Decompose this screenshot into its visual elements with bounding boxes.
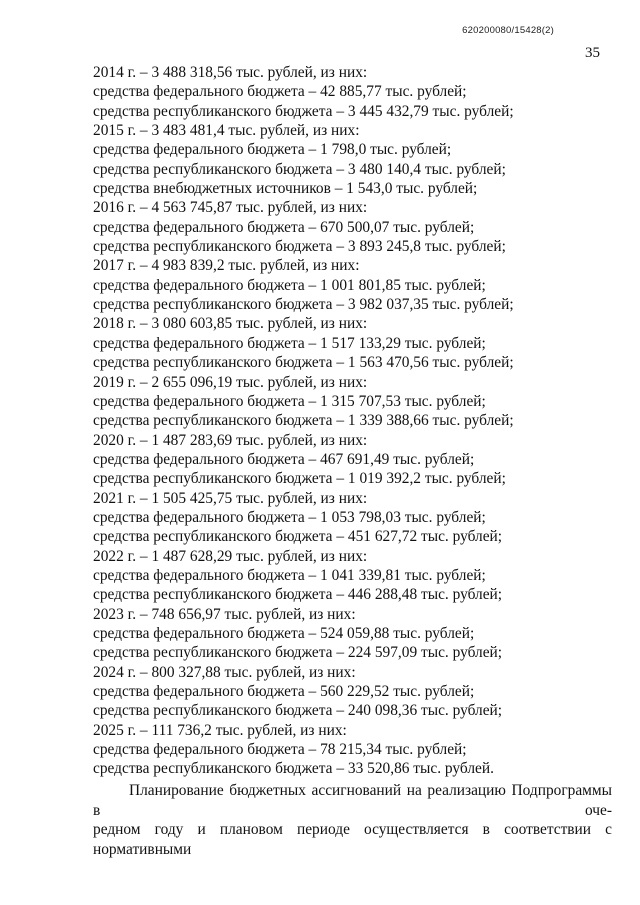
funding-line: средства федерального бюджета – 1 053 798,03 тыс. рублей; <box>93 508 486 526</box>
funding-line: 2020 г. – 1 487 283,69 тыс. рублей, из них: <box>93 431 368 449</box>
funding-line: средства федерального бюджета – 1 001 801,85 тыс. рублей; <box>93 276 486 294</box>
funding-line: 2016 г. – 4 563 745,87 тыс. рублей, из них: <box>93 199 368 217</box>
funding-line: 2015 г. – 3 483 481,4 тыс. рублей, из них: <box>93 122 360 140</box>
funding-line: 2024 г. – 800 327,88 тыс. рублей, из них: <box>93 663 356 681</box>
funding-line: 2014 г. – 3 488 318,56 тыс. рублей, из них: <box>93 64 368 81</box>
funding-line: 2023 г. – 748 656,97 тыс. рублей, из них: <box>93 605 356 623</box>
funding-line: средства республиканского бюджета – 3 445 432,79 тыс. рублей; <box>93 102 514 120</box>
funding-line: средства республиканского бюджета – 446 288,48 тыс. рублей; <box>93 586 503 604</box>
funding-line: 2019 г. – 2 655 096,19 тыс. рублей, из них: <box>93 373 368 391</box>
funding-list <box>93 63 600 779</box>
funding-line: средства республиканского бюджета – 3 480 140,4 тыс. рублей; <box>93 160 506 178</box>
funding-line: средства республиканского бюджета – 33 520,86 тыс. рублей. <box>93 760 494 778</box>
document-code: 620200080/15428(2) <box>462 25 554 36</box>
funding-line: средства республиканского бюджета – 1 339 388,66 тыс. рублей; <box>93 412 514 430</box>
funding-line: средства федерального бюджета – 42 885,77 тыс. рублей; <box>93 83 467 101</box>
funding-line: средства федерального бюджета – 467 691,49 тыс. рублей; <box>93 450 475 468</box>
funding-line: средства республиканского бюджета – 3 982 037,35 тыс. рублей; <box>93 296 514 314</box>
funding-line: средства республиканского бюджета – 1 563 470,56 тыс. рублей; <box>93 354 514 372</box>
funding-line: средства федерального бюджета – 524 059,88 тыс. рублей; <box>93 624 475 642</box>
funding-line: средства федерального бюджета – 1 041 339,81 тыс. рублей; <box>93 566 486 584</box>
funding-line: средства федерального бюджета – 1 798,0 тыс. рублей; <box>93 141 452 159</box>
funding-line: средства республиканского бюджета – 224 597,09 тыс. рублей; <box>93 644 503 662</box>
funding-line: средства республиканского бюджета – 451 627,72 тыс. рублей; <box>93 528 503 546</box>
funding-line: 2017 г. – 4 983 839,2 тыс. рублей, из них: <box>93 257 360 275</box>
funding-line: средства республиканского бюджета – 1 019 392,2 тыс. рублей; <box>93 470 506 488</box>
funding-line: 2021 г. – 1 505 425,75 тыс. рублей, из них: <box>93 489 368 507</box>
page-number: 35 <box>585 45 600 61</box>
body-paragraph <box>93 781 612 859</box>
funding-line: средства федерального бюджета – 78 215,34 тыс. рублей; <box>93 741 467 759</box>
paragraph-line: редном году и плановом периоде осуществляется в соответствии с нормативными <box>93 821 612 858</box>
funding-line: 2025 г. – 111 736,2 тыс. рублей, из них: <box>93 721 347 739</box>
funding-line: средства республиканского бюджета – 240 098,36 тыс. рублей; <box>93 702 503 720</box>
funding-line: средства федерального бюджета – 1 315 707,53 тыс. рублей; <box>93 392 486 410</box>
funding-line: средства федерального бюджета – 1 517 133,29 тыс. рублей; <box>93 334 486 352</box>
funding-line: средства федерального бюджета – 670 500,07 тыс. рублей; <box>93 218 475 236</box>
paragraph-line: Планирование бюджетных ассигнований на реализацию Подпрограммы в оче- <box>93 782 612 819</box>
funding-line: средства республиканского бюджета – 3 893 245,8 тыс. рублей; <box>93 238 506 256</box>
funding-line: 2022 г. – 1 487 628,29 тыс. рублей, из них: <box>93 547 368 565</box>
funding-line: средства внебюджетных источников – 1 543,0 тыс. рублей; <box>93 180 478 198</box>
funding-line: средства федерального бюджета – 560 229,52 тыс. рублей; <box>93 683 475 700</box>
funding-line: 2018 г. – 3 080 603,85 тыс. рублей, из них: <box>93 315 368 333</box>
